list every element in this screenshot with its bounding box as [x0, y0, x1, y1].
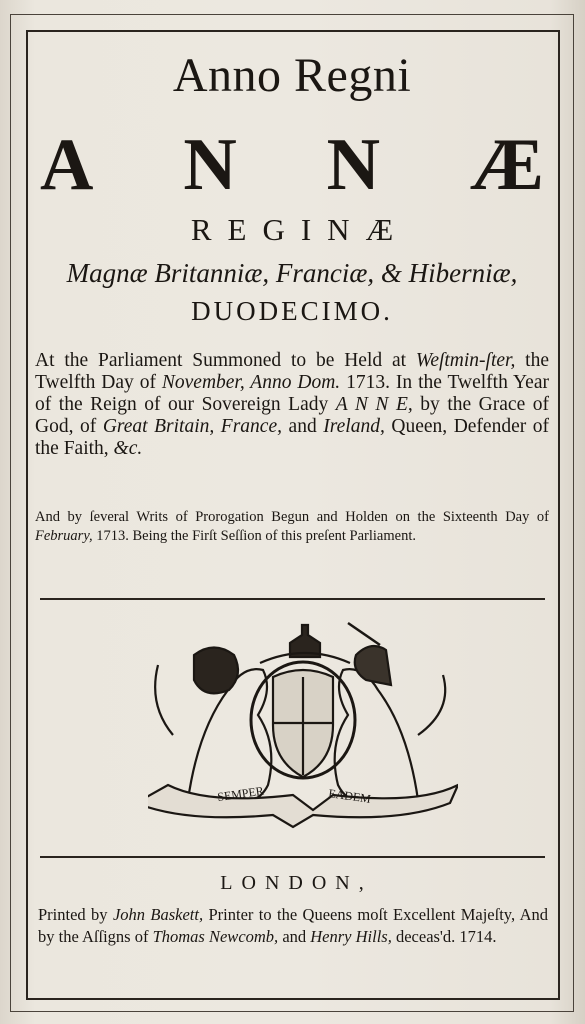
- para-italic: Weſtmin-ſter,: [415, 350, 516, 371]
- para-text: 1713. In the Twelfth Year of the Reign of our Sovereign Lady: [35, 372, 549, 415]
- title-anne-letter: A: [40, 124, 94, 206]
- imprint-city: LONDON,: [220, 872, 373, 894]
- title-realms: Magnæ Britanniæ, Franciæ, & Hiberniæ,: [66, 258, 518, 288]
- title-reginae: REGINÆ: [190, 212, 410, 247]
- title-anne: [28, 124, 556, 206]
- para-italic: Great Britain, France,: [102, 416, 282, 437]
- imprint-part: deceas'd. 1714.: [391, 927, 497, 946]
- title-anne-letter: N: [326, 124, 381, 206]
- imprint-part: Printer to the Queens moſt Excellent Majeſty, And by the Aſſigns of: [38, 905, 548, 946]
- para-text: by the Grace of God, of: [35, 394, 550, 437]
- para-text: 1713. Being the Firſt Seſſion of this preſent Parliament.: [92, 528, 416, 544]
- imprint-italic: Henry Hills,: [310, 927, 392, 946]
- para-text: the Twelfth Day of: [35, 350, 549, 393]
- title-anne-letter: Æ: [469, 124, 544, 206]
- para-text: and: [282, 416, 324, 437]
- para-text: Queen, Defender of the Faith,: [35, 416, 550, 459]
- para-italic: November, Anno Dom.: [161, 372, 341, 393]
- para-italic: A N N E,: [335, 394, 413, 415]
- title-anno-regni: Anno Regni: [172, 49, 412, 102]
- motto-right: EADEM: [327, 786, 372, 806]
- para-italic: Ireland,: [323, 416, 385, 437]
- motto-left: SEMPER: [216, 783, 265, 804]
- divider-bottom: [40, 856, 545, 858]
- divider-top: [40, 598, 545, 600]
- imprint-text: [38, 904, 548, 948]
- title-anne-letter: N: [183, 124, 237, 206]
- imprint-part: and: [278, 927, 311, 946]
- imprint-part: Printed by: [38, 905, 113, 924]
- para-italic: February,: [35, 528, 93, 544]
- imprint-italic: John Baskett,: [112, 905, 204, 924]
- imprint-italic: Thomas Newcomb,: [152, 927, 279, 946]
- royal-coat-of-arms-image: [148, 615, 458, 835]
- prorogation-paragraph: [35, 508, 549, 546]
- title-duodecimo: DUODECIMO.: [191, 296, 393, 326]
- para-text: At the Parliament Summoned to be Held at: [35, 350, 416, 371]
- parliament-paragraph: [35, 350, 549, 460]
- para-text: And by ſeveral Writs of Prorogation Begun and Holden on the Sixteenth Day of: [35, 509, 549, 525]
- para-italic: &c.: [113, 438, 143, 459]
